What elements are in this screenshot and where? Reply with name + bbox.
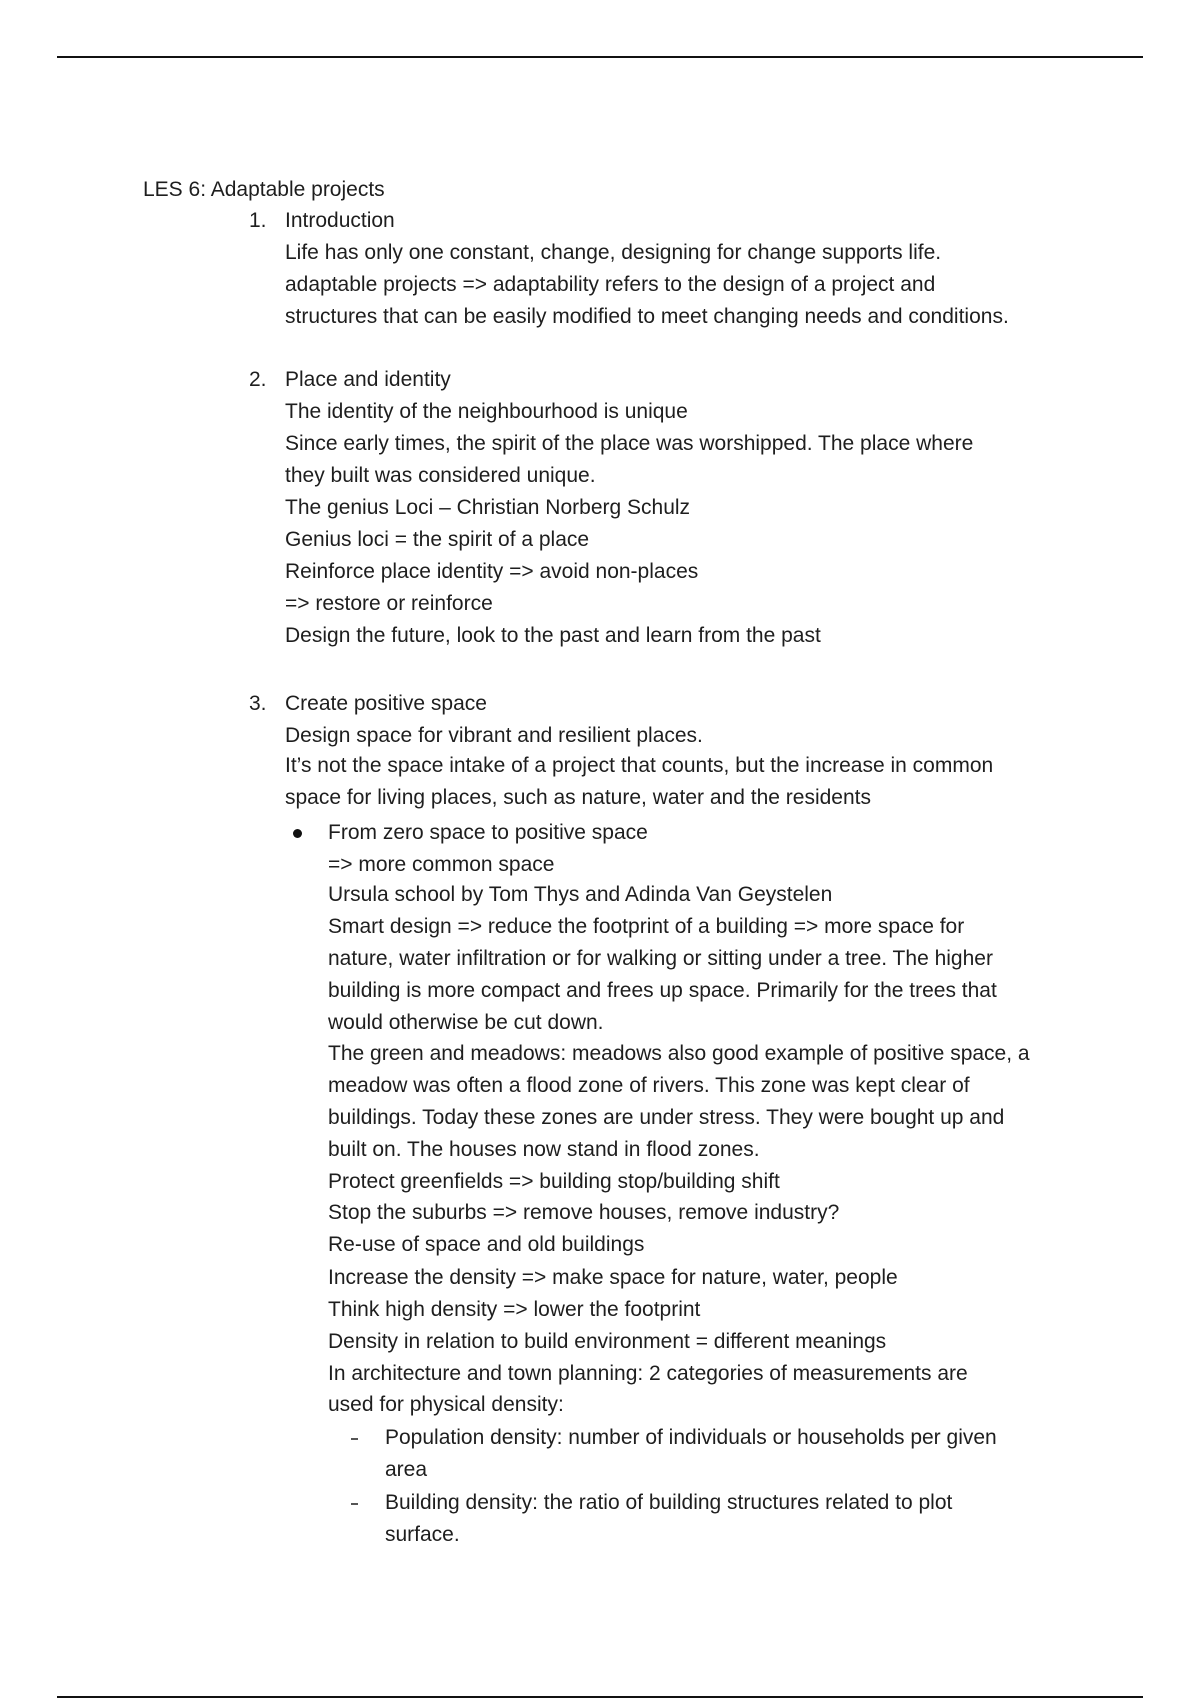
bullet-line: Think high density => lower the footprint [328, 1298, 701, 1321]
bullet-dot-icon [293, 829, 302, 838]
section-3-line: Design space for vibrant and resilient places. [285, 724, 703, 747]
section-1-line: Life has only one constant, change, designing for change supports life. [285, 241, 942, 264]
section-2-line: Genius loci = the spirit of a place [285, 528, 590, 551]
bullet-line: => more common space [328, 853, 555, 876]
bullet-line: Smart design => reduce the footprint of a building => more space for [328, 915, 965, 938]
section-2-heading: Place and identity [285, 368, 451, 391]
bullet-line: The green and meadows: meadows also good example of positive space, a [328, 1042, 1030, 1065]
bullet-line: would otherwise be cut down. [328, 1011, 604, 1034]
header-rule [57, 56, 1143, 58]
section-2-line: Design the future, look to the past and learn from the past [285, 624, 821, 647]
bullet-line: Density in relation to build environment = different meanings [328, 1330, 887, 1353]
section-3-heading: Create positive space [285, 692, 487, 715]
section-2-line: => restore or reinforce [285, 592, 493, 615]
section-2-line: they built was considered unique. [285, 464, 596, 487]
section-3-number: 3. [249, 692, 267, 715]
sub-item-line: Building density: the ratio of building structures related to plot [385, 1491, 953, 1514]
dash-icon [351, 1503, 358, 1505]
bullet-line: From zero space to positive space [328, 821, 648, 844]
sub-item-line: Population density: number of individuals or households per given [385, 1426, 997, 1449]
bullet-line: built on. The houses now stand in flood zones. [328, 1138, 760, 1161]
section-2-line: The identity of the neighbourhood is unique [285, 400, 688, 423]
dash-icon [351, 1438, 358, 1440]
bullet-line: building is more compact and frees up space. Primarily for the trees that [328, 979, 997, 1002]
section-2-line: Since early times, the spirit of the place was worshipped. The place where [285, 432, 974, 455]
section-3-line: It’s not the space intake of a project that counts, but the increase in common [285, 754, 994, 777]
bullet-line: Stop the suburbs => remove houses, remove industry? [328, 1201, 840, 1224]
bullet-line: nature, water infiltration or for walking or sitting under a tree. The higher [328, 947, 993, 970]
doc-title: LES 6: Adaptable projects [143, 178, 385, 201]
section-1-heading: Introduction [285, 209, 395, 232]
section-1-line: adaptable projects => adaptability refers to the design of a project and [285, 273, 936, 296]
sub-item-line: area [385, 1458, 428, 1481]
section-1-number: 1. [249, 209, 267, 232]
bullet-line: Protect greenfields => building stop/building shift [328, 1170, 780, 1193]
sub-item-line: surface. [385, 1523, 460, 1546]
section-2-line: Reinforce place identity => avoid non-places [285, 560, 699, 583]
section-2-line: The genius Loci – Christian Norberg Schulz [285, 496, 691, 519]
bullet-line: In architecture and town planning: 2 categories of measurements are [328, 1362, 968, 1385]
section-1-line: structures that can be easily modified to meet changing needs and conditions. [285, 305, 1009, 328]
section-3-line: space for living places, such as nature, water and the residents [285, 786, 871, 809]
bullet-line: buildings. Today these zones are under stress. They were bought up and [328, 1106, 1005, 1129]
bullet-line: Ursula school by Tom Thys and Adinda Van Geystelen [328, 883, 833, 906]
bullet-line: used for physical density: [328, 1393, 564, 1416]
bullet-line: Re-use of space and old buildings [328, 1233, 645, 1256]
footer-rule [57, 1696, 1143, 1698]
section-2-number: 2. [249, 368, 267, 391]
bullet-line: Increase the density => make space for nature, water, people [328, 1266, 898, 1289]
bullet-line: meadow was often a flood zone of rivers. This zone was kept clear of [328, 1074, 970, 1097]
